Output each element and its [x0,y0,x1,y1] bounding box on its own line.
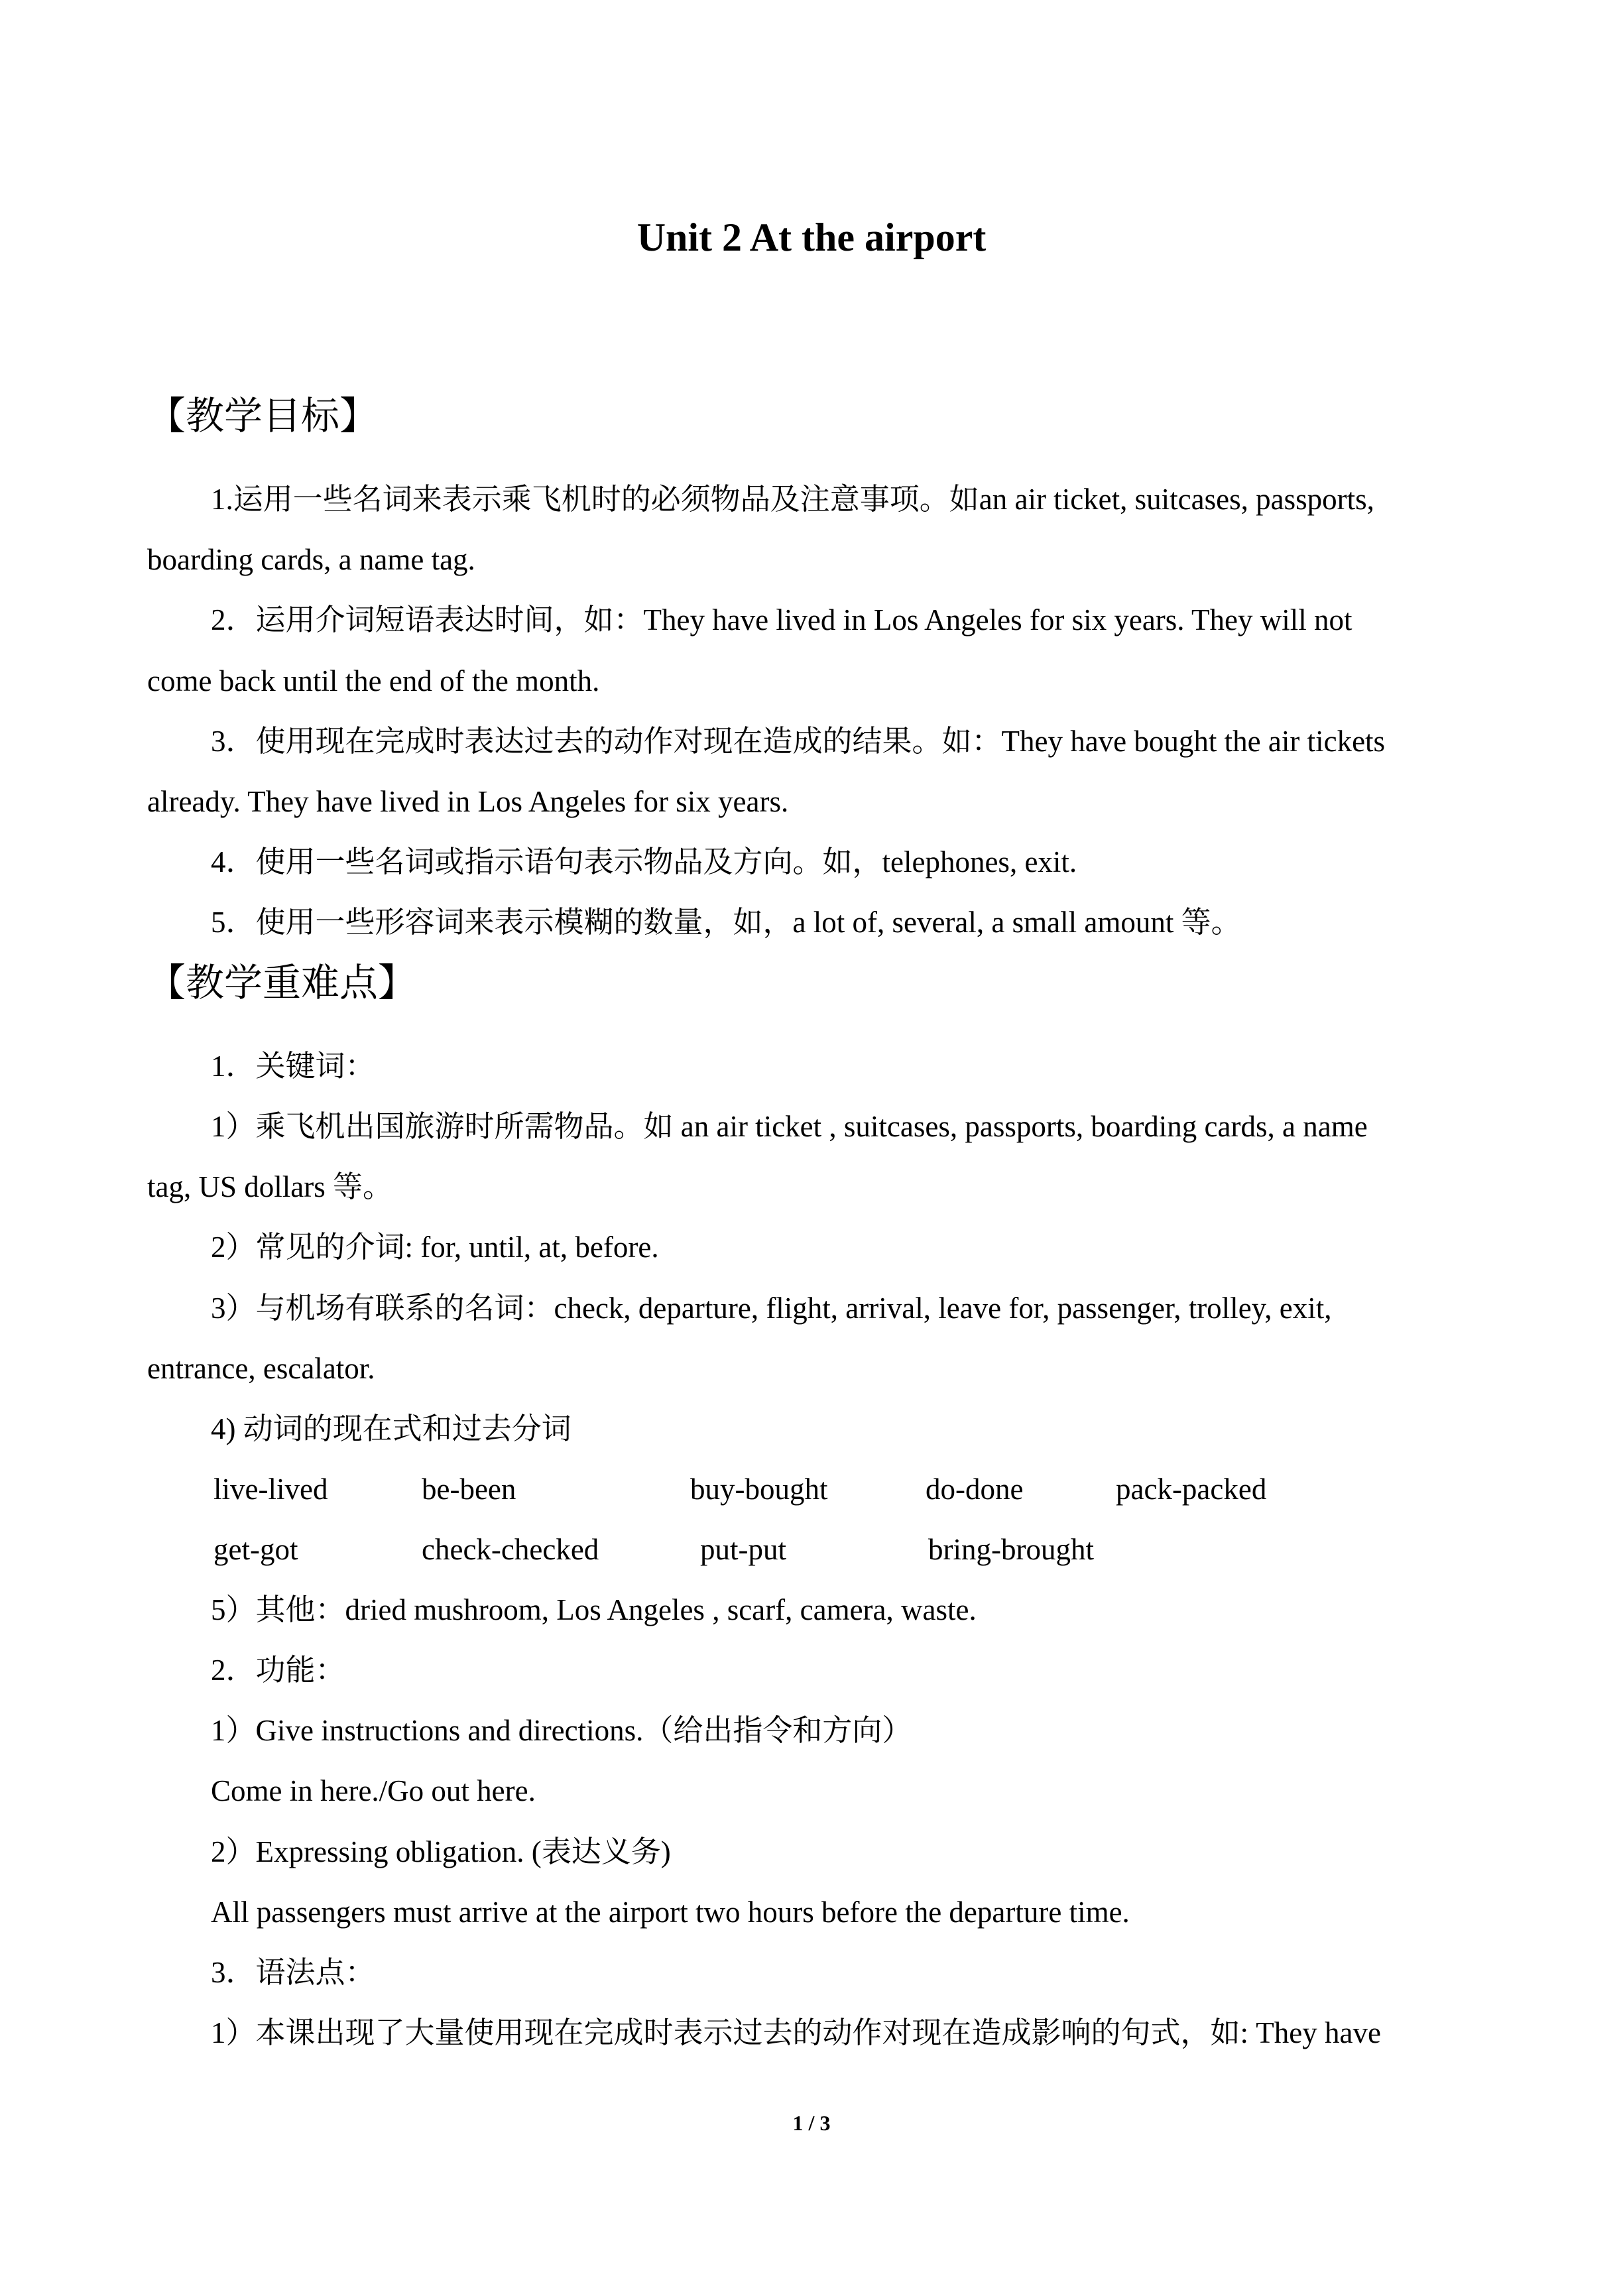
verb-pair: bring-brought [928,1533,1094,1566]
verb-pair: put-put [700,1533,786,1566]
section-heading-objectives: 【教学目标】 [147,393,379,438]
objective-3-line-1: 3．使用现在完成时表达过去的动作对现在造成的结果。如：They have bought the air tickets [211,725,1386,758]
key-point-2-2: 2）Expressing obligation. (表达义务) [211,1835,671,1868]
key-point-1-heading: 1．关键词： [211,1050,375,1083]
verb-pair: be-been [422,1473,516,1506]
verb-pair: get-got [213,1533,298,1566]
key-point-2-heading: 2．功能： [211,1654,345,1687]
key-point-2-2-example: All passengers must arrive at the airport two hours before the departure time. [211,1896,1130,1929]
objective-4: 4．使用一些名词或指示语句表示物品及方向。如，telephones, exit. [211,845,1077,878]
objective-1-line-2: boarding cards, a name tag. [147,543,475,576]
objective-2-line-1: 2．运用介词短语表达时间，如：They have lived in Los Angeles for six years. They will not [211,603,1352,636]
key-point-3-1: 1）本课出现了大量使用现在完成时表示过去的动作对现在造成影响的句式，如: They have [211,2016,1381,2049]
key-point-1-3-line-1: 3）与机场有联系的名词：check, departure, flight, arrival, leave for, passenger, trolley, exit, [211,1292,1332,1325]
verb-pair: do-done [926,1473,1024,1506]
verb-pair: buy-bought [690,1473,828,1506]
verb-pair: pack-packed [1116,1473,1267,1506]
key-point-1-1-line-2: tag, US dollars 等。 [147,1170,392,1203]
key-point-1-5: 5）其他：dried mushroom, Los Angeles , scarf, camera, waste. [211,1593,977,1626]
verb-pair: live-lived [213,1473,328,1506]
key-point-1-3-line-2: entrance, escalator. [147,1352,375,1385]
key-point-1-2: 2）常见的介词: for, until, at, before. [211,1231,659,1264]
key-point-1-1-line-1: 1）乘飞机出国旅游时所需物品。如 an air ticket , suitcases, passports, boarding cards, a name [211,1110,1368,1143]
key-point-2-1: 1）Give instructions and directions.（给出指令和方向） [211,1714,912,1747]
objective-5: 5．使用一些形容词来表示模糊的数量，如，a lot of, several, a small amount 等。 [211,906,1241,939]
objective-1-line-1: 1.运用一些名词来表示乘飞机时的必须物品及注意事项。如an air ticket, suitcases, passports, [211,483,1374,516]
key-point-3-heading: 3．语法点： [211,1956,375,1989]
key-point-2-1-example: Come in here./Go out here. [211,1774,536,1807]
objective-2-line-2: come back until the end of the month. [147,664,600,697]
document-title: Unit 2 At the airport [636,215,987,259]
key-point-1-4: 4) 动词的现在式和过去分词 [211,1412,571,1445]
section-heading-key-points: 【教学重难点】 [147,960,417,1005]
verb-pair: check-checked [422,1533,599,1566]
page-number: 1 / 3 [792,2111,831,2135]
objective-3-line-2: already. They have lived in Los Angeles for six years. [147,785,789,818]
